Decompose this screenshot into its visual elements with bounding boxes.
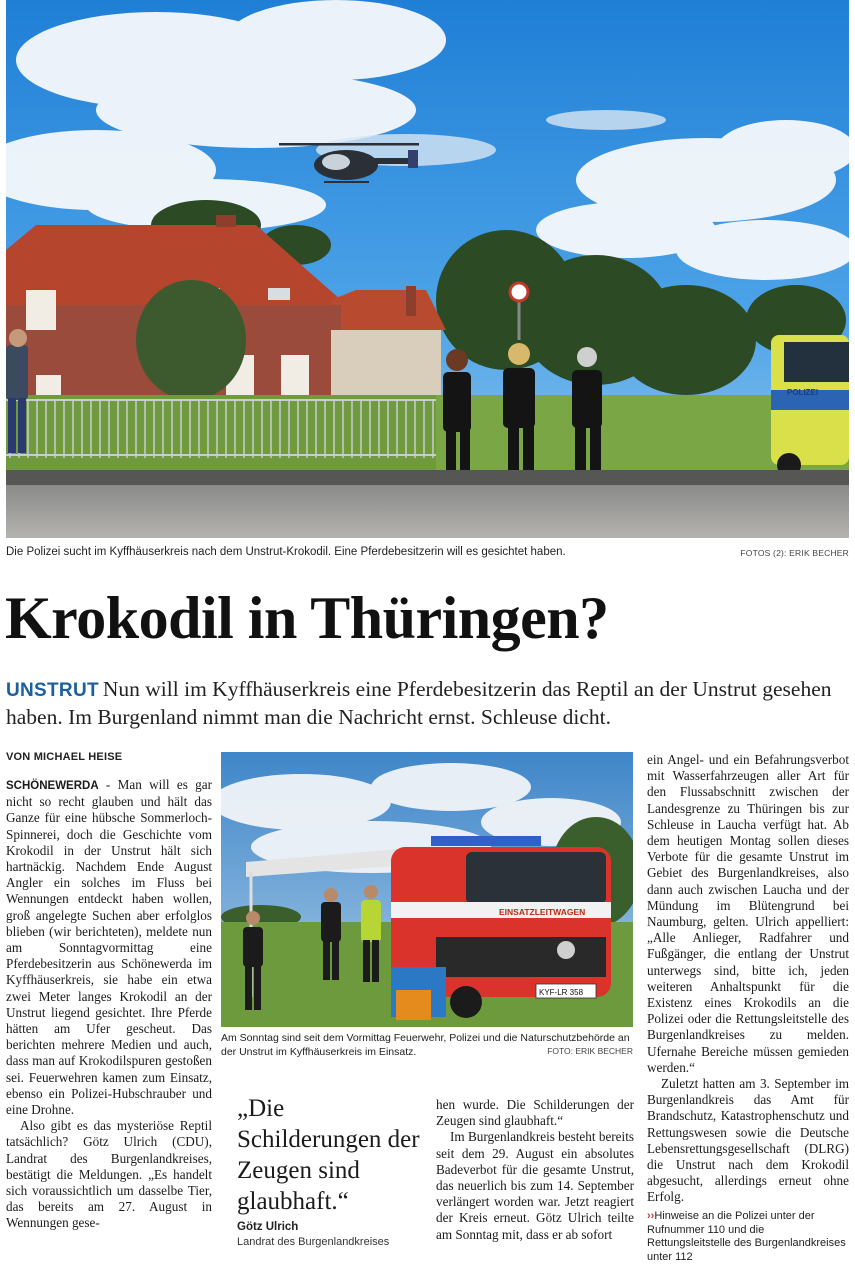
pull-quote: „Die Schilderungen der Zeugen sind glaubhaft.“ <box>237 1095 420 1215</box>
fire-truck-caption <box>221 1031 633 1059</box>
police-car-label: POLIZEI <box>787 388 819 397</box>
article-teaser-text: Nun will im Kyffhäuserkreis eine Pferdebesitzerin das Reptil an der Unstrut gesehen haben. Im Burgenland nimmt man die Nachricht ernst. Schleuse dicht. <box>6 677 832 729</box>
contact-hint-text: Hinweise an die Polizei unter der Rufnummer 110 und die Rettungsleitstelle des Burgenlandkreises unter 112 <box>647 1210 846 1263</box>
hero-caption-text: Die Polizei sucht im Kyffhäuserkreis nach dem Unstrut-Krokodil. Eine Pferdebesitzerin will es gesichtet haben. <box>6 546 566 558</box>
paragraph <box>6 777 212 1118</box>
article-headline: Krokodil in Thüringen? <box>5 585 609 651</box>
article-byline: VON MICHAEL HEISE <box>6 751 123 763</box>
paragraph: Also gibt es das mysteriöse Reptil tatsächlich? Götz Ulrich (CDU), Landrat des Burgenlandkreises, bestätigt die Meldungen. „Es handelt sich voraussichtlich um dasselbe Tier, das bereits am 27. August in Wennungen gese- <box>6 1118 212 1231</box>
paragraph: hen wurde. Die Schilderungen der Zeugen sind glaubhaft.“ <box>436 1097 634 1129</box>
pull-quote-author: Götz Ulrich <box>237 1221 299 1233</box>
contact-hint <box>647 1210 849 1264</box>
article-column-1 <box>6 777 212 1232</box>
paragraph-text: - Man will es gar nicht so recht glauben und hält das Ganze für eine hübsche Sommerloch-Spinnerei, doch die Geschichte vom Krokodil in der Unstrut hält sich hartnäckig. Nachdem Ende August Angler ein solches im Fluss bei Wennungen entdeckt haben wollen, groß angelegte Suchen aber erfolglos blieben (wir berichteten), meldete nun am Sonntagvormittag eine Pferdebesitzerin aus Schönewerda im Kyffhäuserkreis, sie habe ein etwa zwei Meter langes Krokodil an der Unstrut liegend gesichtet. Ihre Pferde hätten am Ufer gescheut. Das berichten mehrere Medien und auch, dass man auf Krokodilspuren gestoßen sei. Feuerwehren kamen zum Einsatz, ebenso ein Polizei-Hubschrauber und eine Drohne. <box>6 777 212 1118</box>
chevron-right-icon: ›› <box>647 1210 655 1222</box>
article-column-3 <box>436 1097 634 1243</box>
police-car <box>771 335 849 477</box>
hero-photo <box>6 0 849 538</box>
hero-caption <box>6 546 849 562</box>
fire-truck-photo-credit: FOTO: ERIK BECHER <box>547 1046 633 1056</box>
article-dateline: SCHÖNEWERDA <box>6 780 99 792</box>
article-kicker: UNSTRUT <box>6 680 99 701</box>
fire-truck-caption-text: Am Sonntag sind seit dem Vormittag Feuerwehr, Polizei und die Naturschutzbehörde an der Unstrut im Kyffhäuserkreis im Einsatz. <box>221 1032 630 1058</box>
truck-plate: KYF-LR 358 <box>539 988 584 997</box>
truck-label: EINSATZLEITWAGEN <box>499 907 586 917</box>
paragraph: ein Angel- und ein Befahrungsverbot mit Wasserfahrzeugen aller Art für den Flussabschnitt zwischen der Landesgrenze zu Thüringen bis zur Schleuse in Laucha verfügt hat. Ab dem heutigen Montag sollen dieses Verbote für die gesamte Unstrut im Gebiet des Burgenlandkreises, also dann auch zwischen Laucha und der Mündung im Blütengrund bei Naumburg, gelten. Ulrich appelliert: „Alle Anlieger, Radfahrer und Fußgänger, die entlang der Unstrut unterwegs sind, bitte ich, jeden weiteren Anhaltspunkt für die Existenz eines Krokodils an die Polizei oder die Rettungsleitstelle des Burgenlandkreises zu melden. Ufernahe Bereiche müssen gemieden werden.“ <box>647 752 849 1075</box>
pull-quote-role: Landrat des Burgenlandkreises <box>237 1236 390 1248</box>
article-column-4 <box>647 752 849 1206</box>
hero-photo-credit: FOTOS (2): ERIK BECHER <box>740 548 849 558</box>
fire-truck-photo <box>221 752 633 1027</box>
article-teaser <box>6 676 849 730</box>
paragraph: Im Burgenlandkreis besteht bereits seit dem 29. August ein absolutes Badeverbot für die gesamte Unstrut, das neuerlich bis zum 14. September verlängert worden war. Jetzt reagiert der Kreis erneut. Götz Ulrich teilte am Sonntag mit, dass er ab sofort <box>436 1129 634 1242</box>
paragraph: Zuletzt hatten am 3. September im Burgenlandkreis das Amt für Brandschutz, Katastrophenschutz und Rettungswesen sowie die Deutsche Lebensrettungsgesellschaft (DLRG) die Unstrut nach dem Krokodil abgesucht, allerdings erneut ohne Erfolg. <box>647 1076 849 1205</box>
